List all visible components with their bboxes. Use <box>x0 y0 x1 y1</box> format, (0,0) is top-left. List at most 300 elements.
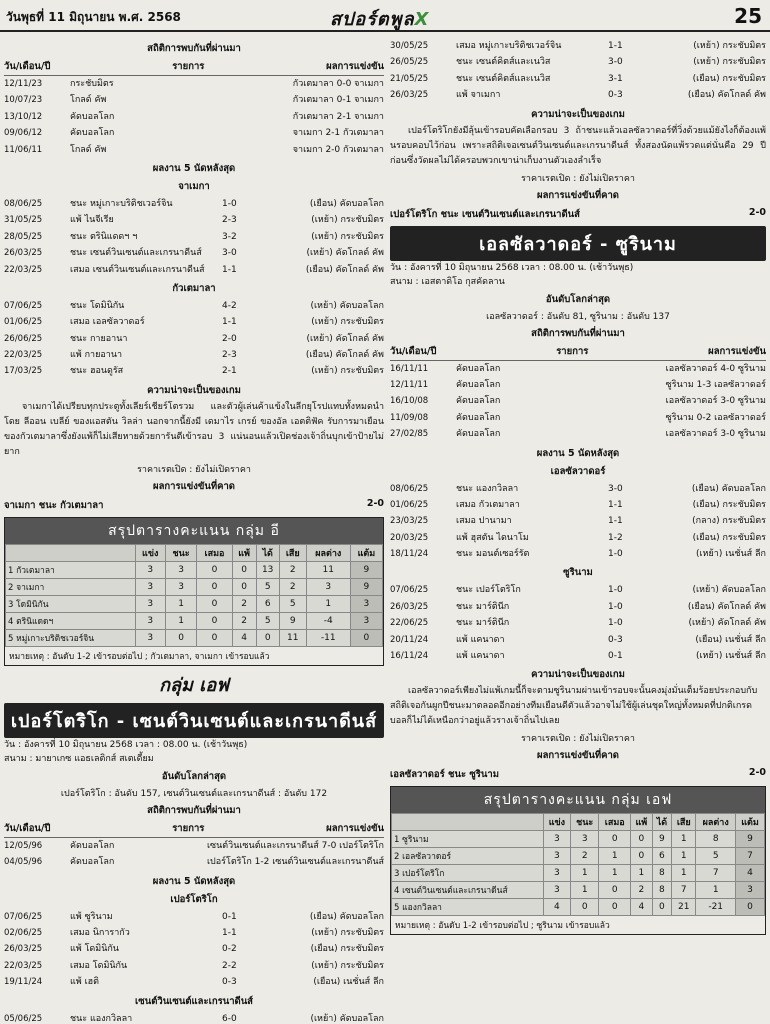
stat-cell: 1 <box>672 865 696 882</box>
match-opponent: ชนะ มอนต์เซอร์รัต <box>456 549 530 560</box>
match-venue-event: (เยือน) กระชับมิตร <box>692 532 766 543</box>
match-score: 0-3 <box>222 977 237 988</box>
stat-cell: 0 <box>232 561 256 578</box>
match-event: กระชับมิตร <box>70 79 114 89</box>
match-result: ซูรินาม 0-2 เอลซัลวาดอร์ <box>665 412 766 423</box>
team-name: เซนต์วินเซนต์และเกรนาดีนส์ <box>135 995 253 1007</box>
match-date: 26/03/25 <box>4 248 43 259</box>
stat-cell: 0 <box>232 578 256 595</box>
prediction-heading: ผลการแข่งขันที่คาด <box>153 480 235 492</box>
team-name: 3 เปอร์โตริโก <box>392 865 544 882</box>
h2h-heading: สถิติการพบกันที่ผ่านมา <box>147 43 241 54</box>
match-date: 16/11/11 <box>390 363 429 374</box>
match-event: คัดบอลโลก <box>456 379 501 390</box>
page-number: 25 <box>734 4 762 28</box>
match-date: 16/11/24 <box>390 651 429 662</box>
match-date: 07/06/25 <box>4 300 43 311</box>
match-venue-event: (เหย้า) เนชั่นส์ ลีก <box>695 549 766 560</box>
match-event: คัดบอลโลก <box>456 363 501 374</box>
match-venue-event: (เหย้า) กระชับมิตร <box>311 960 384 971</box>
match-venue-event: (เหย้า) คัดบอลโลก <box>310 300 384 311</box>
match-date: 26/03/25 <box>390 90 429 101</box>
prediction: จาเมกา ชนะ กัวเตมาลา 2-0 <box>4 497 384 511</box>
match-score: 0-1 <box>222 911 237 922</box>
match-date: 22/06/25 <box>390 618 429 629</box>
analysis-text: เอลซัลวาดอร์เพียงไม่แพ้เกมนี้ก็จะตามซูรินามผ่านเข้ารอบจะนั้นคงมุ่งมั่นเต็มร้อยประกอบกับสถิติเจอกันผูกปีชนะมาตลอดอีกอย่างทีมเยือนดีตัวแล้วอาจไม่ใช้ผู้เล่นชุดใหญ่ทั้งหมดที่ปกติเกรดบอลก็ไม่ได้เหนือกว่าอยู่แล้วรางเจ้าถิ่นไปเลย <box>390 686 758 727</box>
match-venue-event: (เยือน) เนชั่นส์ ลีก <box>313 977 384 988</box>
stat-cell: 1 <box>571 882 599 899</box>
table-row <box>4 958 384 974</box>
stat-cell: 8 <box>652 882 672 899</box>
match-opponent: เสมอ กัวเตมาลา <box>456 499 520 510</box>
stat-cell: 2 <box>279 578 306 595</box>
match-opponent: แพ้ แคนาดา <box>456 651 505 662</box>
analysis-heading: ความน่าจะเป็นของเกม <box>147 384 241 396</box>
match-time: วัน : อังคารที่ 10 มิถุนายน 2568 เวลา : 08.00 น. (เช้าวันพุธ) <box>4 739 248 750</box>
match-venue-event: (เหย้า) คัดบอลโลก <box>310 1013 384 1024</box>
stat-cell: 9 <box>350 578 382 595</box>
match-venue-event: (เหย้า) กระชับมิตร <box>311 928 384 939</box>
match-opponent: ชนะ แองกวิลลา <box>456 483 519 494</box>
match-score: 1-1 <box>222 317 237 328</box>
match-score: 1-2 <box>608 532 623 543</box>
last5-heading: ผลงาน 5 นัดหลังสุด <box>536 447 620 459</box>
match-venue-event: (เหย้า) กระชับมิตร <box>311 317 384 328</box>
match-score: 3-0 <box>222 248 237 259</box>
table-row <box>4 941 384 957</box>
table-row <box>4 314 384 330</box>
table-row <box>4 212 384 228</box>
stat-cell: 8 <box>652 865 672 882</box>
match-venue: สนาม : เอสตาดิโอ กุสคัดลาน <box>390 276 505 287</box>
match-opponent: เสมอ นิการากัว <box>70 928 130 939</box>
match-event: คัดบอลโลก <box>456 396 501 407</box>
match-venue-event: (เหย้า) เนชั่นส์ ลีก <box>695 651 766 662</box>
match-opponent: ชนะ เซนต์วินเซนต์และเกรนาดีนส์ <box>70 248 202 259</box>
stat-cell: 3 <box>350 612 382 629</box>
match-venue-event: (เหย้า) กระชับมิตร <box>311 231 384 242</box>
match-result: ซูรินาม 1-3 เอลซัลวาดอร์ <box>665 379 766 390</box>
h2h-table-header: วัน/เดือน/ปี รายการ ผลการแข่งขัน <box>4 820 384 838</box>
match-venue: สนาม : มายาเกซ แอธเลติกส์ สเตเดี้ยม <box>4 753 154 764</box>
match-venue-event: (เยือน) เนชั่นส์ ลีก <box>695 634 766 645</box>
page-header <box>0 0 770 32</box>
match-score: 4-2 <box>222 300 237 311</box>
ranking-text: เอลซัลวาดอร์ : อันดับ 81, ซูรินาม : อันดับ 137 <box>486 311 670 322</box>
table-row <box>390 377 766 393</box>
match-date: 26/03/25 <box>390 601 429 612</box>
stat-cell: 3 <box>543 831 570 848</box>
standings-row <box>392 865 765 882</box>
stat-cell: 8 <box>696 831 736 848</box>
stat-cell: 1 <box>599 865 631 882</box>
stat-cell: 0 <box>197 561 232 578</box>
stat-cell: 7 <box>672 882 696 899</box>
table-row <box>4 347 384 363</box>
match-date: 10/07/23 <box>4 95 43 106</box>
match-venue-event: (เหย้า) กระชับมิตร <box>311 366 384 377</box>
team-name: 2 เอลซัลวาดอร์ <box>392 848 544 865</box>
match-date: 11/09/08 <box>390 412 429 423</box>
form-table <box>4 298 384 380</box>
standings-title: สรุปตารางคะแนน กลุ่ม เอฟ <box>391 787 765 813</box>
match-opponent: ชนะ โดมินิกัน <box>70 300 125 311</box>
match-date: 17/03/25 <box>4 366 43 377</box>
match-result: จาเมกา 2-1 กัวเตมาลา <box>292 128 384 139</box>
stat-cell: 1 <box>165 595 196 612</box>
team-name: 3 โดมินิกัน <box>6 595 136 612</box>
match-score: 2-3 <box>222 215 237 226</box>
match-result: เอลซัลวาดอร์ 4-0 ซูรินาม <box>665 363 766 374</box>
match-opponent: เสมอ เซนต์วินเซนต์และเกรนาดีนส์ <box>70 264 205 275</box>
standings-row <box>6 595 383 612</box>
match-date: 19/11/24 <box>4 977 43 988</box>
match-event: คัดบอลโลก <box>70 111 115 122</box>
match-venue-event: (เหย้า) คัดโกลด์ คัพ <box>306 333 384 344</box>
stat-cell: -4 <box>306 612 350 629</box>
table-row <box>4 125 384 141</box>
standings-row <box>6 561 383 578</box>
stat-cell: 1 <box>672 831 696 848</box>
match-date: 18/11/24 <box>390 549 429 560</box>
match-venue-event: (กลาง) กระชับมิตร <box>692 516 766 527</box>
standings-row <box>6 629 383 646</box>
stat-cell: 2 <box>631 882 652 899</box>
table-row <box>390 546 766 562</box>
match-result: เปอร์โตริโก 1-2 เซนต์วินเซนต์และเกรนาดีนส์ <box>206 857 384 868</box>
match-opponent: ชนะ มาร์ตินีก <box>456 601 510 612</box>
match-date: 22/03/25 <box>4 264 43 275</box>
match-opponent: แพ้ ซูรินาม <box>70 911 113 922</box>
match-opponent: ชนะ ฮอนดูรัส <box>70 366 124 377</box>
match-opponent: เสมอ หมู่เกาะบริติชเวอร์จิน <box>456 41 562 51</box>
table-row <box>390 497 766 513</box>
table-row <box>4 142 384 158</box>
stat-cell: 21 <box>672 899 696 916</box>
match-event: โกลด์ คัพ <box>70 144 107 155</box>
match-venue-event: (เยือน) กระชับมิตร <box>692 73 766 84</box>
table-row <box>390 393 766 409</box>
analysis-text: จาเมกาได้เปรียบทุกประตูทั้งเลียร์เชียร์โตรวม และตัวผู้เล่นค้าแข้งในลีกยุโรปแทบทั้งหมดนำโดย ลีออน เบลีย์ ของแอสตัน วิลล่า นอกจากนี้ยังมี เดมาไร เกรย์ ของอัล เอตติฟัค รับการมาเยือนของกัวเตมาลาซึ่งยังแพ้ก็ไม่เสียหายด้วยการันตีเข้ารอบ 3 แน่นอนแล้วเปิดช่องเจ้าถิ่นบุกเข้าป้ายไม่ยาก <box>4 401 384 457</box>
form-table <box>4 196 384 278</box>
match-date: 26/06/25 <box>4 333 43 344</box>
team-name: 5 หมู่เกาะบริติชเวอร์จิน <box>6 629 136 646</box>
match-date: 28/05/25 <box>4 231 43 242</box>
match-date: 12/05/96 <box>4 840 43 851</box>
team-name: เปอร์โตริโก <box>170 893 218 905</box>
table-row <box>4 925 384 941</box>
analysis-heading: ความน่าจะเป็นของเกม <box>531 108 625 120</box>
match-venue-event: (เหย้า) คัดโกลด์ คัพ <box>688 618 766 629</box>
stat-cell: 5 <box>256 578 279 595</box>
table-row <box>390 632 766 648</box>
prediction: เอลซัลวาดอร์ ชนะ ซูรินาม 2-0 <box>390 767 766 781</box>
stat-cell: 0 <box>197 595 232 612</box>
match-date: 22/03/25 <box>4 960 43 971</box>
stat-cell: 9 <box>279 612 306 629</box>
match-score: 1-1 <box>608 516 623 527</box>
match-score: 3-0 <box>608 57 623 68</box>
stat-cell: 3 <box>543 848 570 865</box>
h2h-heading: สถิติการพบกันที่ผ่านมา <box>147 804 241 816</box>
match-result: เอลซัลวาดอร์ 3-0 ซูรินาม <box>665 396 766 407</box>
match-opponent: ชนะ ตรินิแดดฯ ฯ <box>70 231 138 242</box>
match-venue-event: (เยือน) กระชับมิตร <box>692 499 766 510</box>
match-score: 2-1 <box>222 366 237 377</box>
match-venue-event: (เยือน) คัดโกลด์ คัพ <box>305 350 384 361</box>
table-row <box>390 615 766 631</box>
stat-cell: 5 <box>279 595 306 612</box>
stat-cell: 0 <box>197 629 232 646</box>
stat-cell: 3 <box>306 578 350 595</box>
match-score: 0-2 <box>222 944 237 955</box>
stat-cell: 3 <box>165 578 196 595</box>
match-event: โกลด์ คัพ <box>70 95 107 106</box>
match-date: 21/05/25 <box>390 73 429 84</box>
match-score: 1-1 <box>222 264 237 275</box>
team-name: 1 ซูรินาม <box>392 831 544 848</box>
table-row <box>4 331 384 347</box>
table-row <box>4 196 384 212</box>
match-date: 22/03/25 <box>4 350 43 361</box>
match-opponent: แพ้ กายอานา <box>70 350 123 361</box>
stat-cell: 7 <box>736 848 765 865</box>
stat-cell: 9 <box>350 561 382 578</box>
match-venue-event: (เหย้า) กระชับมิตร <box>311 215 384 226</box>
match-score: 1-1 <box>222 928 237 939</box>
match-score: 1-1 <box>608 41 623 51</box>
table-row <box>390 87 766 103</box>
standings-row <box>392 848 765 865</box>
opening-odds: ราคาเรตเปิด : ยังไม่เปิดราคา <box>521 173 635 184</box>
group-title: กลุ่ม เอฟ <box>159 674 229 696</box>
table-row <box>390 71 766 87</box>
table-row <box>390 410 766 426</box>
opening-odds: ราคาเรตเปิด : ยังไม่เปิดราคา <box>137 464 251 475</box>
match-date: 04/05/96 <box>4 857 43 868</box>
match-date: 01/06/25 <box>4 317 43 328</box>
match-date: 13/10/12 <box>4 111 43 122</box>
stat-cell: 3 <box>135 629 165 646</box>
stat-cell: 0 <box>599 882 631 899</box>
match-score: 2-2 <box>222 960 237 971</box>
stat-cell: 3 <box>543 865 570 882</box>
match-result: เซนต์วินเซนต์และเกรนาดีนส์ 7-0 เปอร์โตริโก <box>206 840 384 851</box>
last5-heading: ผลงาน 5 นัดหลังสุด <box>152 875 236 887</box>
match-score: 0-3 <box>608 90 623 101</box>
stat-cell: 2 <box>279 561 306 578</box>
right-column <box>390 38 766 935</box>
match-score: 1-0 <box>608 618 623 629</box>
match-opponent: แพ้ จาเมกา <box>456 90 501 101</box>
standings-row <box>392 882 765 899</box>
stat-cell: 0 <box>256 629 279 646</box>
stat-cell: 3 <box>736 882 765 899</box>
match-venue-event: (เยือน) คัดโกลด์ คัพ <box>305 264 384 275</box>
h2h-table <box>390 361 766 443</box>
stat-cell: 9 <box>652 831 672 848</box>
stat-cell: 3 <box>165 561 196 578</box>
match-opponent: ชนะ เซนต์คิตส์และเนวิส <box>456 57 551 68</box>
stat-cell: 0 <box>631 831 652 848</box>
last5-heading: ผลงาน 5 นัดหลังสุด <box>152 162 236 174</box>
stat-cell: 3 <box>135 561 165 578</box>
stat-cell: 1 <box>631 865 652 882</box>
table-row <box>390 582 766 598</box>
analysis-text: เปอร์โตริโกยังมีลุ้นเข้ารอบคัดเลือกรอบ 3 ถ้าชนะแล้วเอลซัลวาดอร์ที่วิ่งด้วยแม้ยังไงก็ต้องแพ้นรอบคอบไว้ก่อน เพราะสถิติเจอเซนต์วินเซนต์และเกรนาดีนส์ ทั้งสองนัดแพ้รวดแต่นั่นคือ 29 ปีก่อนซึ่งวัดผลไม่ได้ครอบพวกเขาน่าเก็บงานตัวเองลำเร็จ <box>390 125 766 166</box>
match-opponent: แพ้ เฮติ <box>70 977 100 988</box>
table-row <box>390 54 766 70</box>
team-name: 4 เซนต์วินเซนต์และเกรนาดีนส์ <box>392 882 544 899</box>
standings-note: หมายเหตุ : อันดับ 1-2 เข้ารอบต่อไป ; กัวเตมาลา, จาเมกา เข้ารอบแล้ว <box>5 647 383 665</box>
stat-cell: 1 <box>672 848 696 865</box>
stat-cell: 0 <box>165 629 196 646</box>
match-date: 30/05/25 <box>390 41 429 51</box>
match-date: 08/06/25 <box>4 198 43 209</box>
h2h-table <box>4 838 384 871</box>
stat-cell: 4 <box>232 629 256 646</box>
team-name: เอลซัลวาดอร์ <box>550 465 606 477</box>
match-result: เอลซัลวาดอร์ 3-0 ซูรินาม <box>665 429 766 440</box>
match-date: 07/06/25 <box>4 911 43 922</box>
stat-cell: 11 <box>306 561 350 578</box>
stat-cell: 11 <box>279 629 306 646</box>
match-opponent: ชนะ กายอานา <box>70 333 128 344</box>
opening-odds: ราคาเรตเปิด : ยังไม่เปิดราคา <box>521 734 635 745</box>
match-event: คัดบอลโลก <box>70 857 115 868</box>
analysis-heading: ความน่าจะเป็นของเกม <box>531 669 625 681</box>
match-time: วัน : อังคารที่ 10 มิถุนายน 2568 เวลา : 08.00 น. (เช้าวันพุธ) <box>390 262 634 273</box>
match-event: คัดบอลโลก <box>70 840 115 851</box>
match-banner: เปอร์โตริโก - เซนต์วินเซนต์และเกรนาดีนส์ <box>4 703 384 738</box>
stat-cell: 0 <box>197 612 232 629</box>
match-date: 02/06/25 <box>4 928 43 939</box>
match-date: 16/10/08 <box>390 396 429 407</box>
table-row <box>390 361 766 377</box>
form-table <box>4 1011 384 1024</box>
match-score: 0-3 <box>608 634 623 645</box>
match-score: 6-0 <box>222 1013 237 1024</box>
match-venue-event: (เหย้า) กระชับมิตร <box>693 41 766 51</box>
table-row <box>390 599 766 615</box>
stat-cell: 2 <box>571 848 599 865</box>
prediction-heading: ผลการแข่งขันที่คาด <box>537 189 619 201</box>
stat-cell: 5 <box>256 612 279 629</box>
match-date: 26/03/25 <box>4 944 43 955</box>
standings-row <box>6 612 383 629</box>
ranking-heading: อันดับโลกล่าสุด <box>545 293 611 305</box>
team-name: 5 แองกวิลลา <box>392 899 544 916</box>
table-row <box>4 854 384 870</box>
match-score: 1-1 <box>608 499 623 510</box>
stat-cell: 0 <box>631 848 652 865</box>
match-date: 08/06/25 <box>390 483 429 494</box>
stat-cell: 0 <box>652 899 672 916</box>
stat-cell: 4 <box>543 899 570 916</box>
team-name: ซูรินาม <box>563 567 593 579</box>
table-row <box>4 363 384 379</box>
table-row <box>4 838 384 854</box>
match-venue-event: (เยือน) คัดบอลโลก <box>309 198 384 209</box>
form-table <box>390 38 766 104</box>
match-date: 11/06/11 <box>4 144 43 155</box>
h2h-table-header: วัน/เดือน/ปี รายการ ผลการแข่งขัน <box>4 58 384 76</box>
stat-cell: 0 <box>599 899 631 916</box>
match-date: 20/11/24 <box>390 634 429 645</box>
match-event: คัดบอลโลก <box>456 412 501 423</box>
match-score: 1-0 <box>608 549 623 560</box>
match-date: 12/11/23 <box>4 79 43 89</box>
stat-cell: 4 <box>631 899 652 916</box>
table-row <box>4 76 384 92</box>
match-opponent: ชนะ แองกวิลลา <box>70 1013 133 1024</box>
table-row <box>4 262 384 278</box>
stat-cell: 3 <box>135 595 165 612</box>
stat-cell: 1 <box>571 865 599 882</box>
team-name: กัวเตมาลา <box>172 282 216 294</box>
form-table <box>4 909 384 991</box>
stat-cell: 6 <box>652 848 672 865</box>
match-score: 3-2 <box>222 231 237 242</box>
match-opponent: เสมอ เอลซัลวาดอร์ <box>70 317 145 328</box>
match-date: 23/03/25 <box>390 516 429 527</box>
stat-cell: 0 <box>350 629 382 646</box>
standings-group-f: สรุปตารางคะแนน กลุ่ม เอฟ แข่ง ชนะ เสมอ แพ้ ได้ เสีย ผลต่าง แต้ม 1 ซูรินาม 3 3 0 0 9 1 8 9 2 เอลซัลวาดอร์ 3 2 1 0 6 1 5 7 3 เปอร์โตริโก 3 1 1 1 8 1 7 4 4 เซนต์วินเซนต์และเกรนาดีนส์ 3 1 0 2 8 7 1 3 5 แองกวิลลา 4 0 0 4 0 21 -21 0 หมายเหตุ : อันดับ 1-2 เข้ารอบต่อไป ; ซูรินาม เข้ารอบแล้ว <box>390 786 766 935</box>
table-row <box>390 513 766 529</box>
match-date: 05/06/25 <box>4 1013 43 1024</box>
match-score: 1-0 <box>608 585 623 596</box>
table-row <box>390 481 766 497</box>
table-row <box>4 909 384 925</box>
match-score: 1-0 <box>222 198 237 209</box>
match-opponent: แพ้ ฮุสตัน ไดนาโม <box>456 532 529 543</box>
match-opponent: เสมอ โดมินิกัน <box>70 960 128 971</box>
match-date: 31/05/25 <box>4 215 43 226</box>
stat-cell: 7 <box>696 865 736 882</box>
stat-cell: 1 <box>696 882 736 899</box>
match-venue-event: (เหย้า) คัดโกลด์ คัพ <box>306 248 384 259</box>
table-row <box>390 530 766 546</box>
prediction-heading: ผลการแข่งขันที่คาด <box>537 750 619 762</box>
prediction: เปอร์โตริโก ชนะ เซนต์วินเซนต์และเกรนาดีนส์ 2-0 <box>390 206 766 220</box>
issue-date: วันพุธที่ 11 มิถุนายน พ.ศ. 2568 <box>6 10 181 24</box>
h2h-table-header: วัน/เดือน/ปี รายการ ผลการแข่งขัน <box>390 343 766 361</box>
match-venue-event: (เหย้า) คัดบอลโลก <box>692 585 766 596</box>
stat-cell: 4 <box>736 865 765 882</box>
table-row <box>4 92 384 108</box>
match-venue-event: (เหย้า) กระชับมิตร <box>693 57 766 68</box>
stat-cell: 3 <box>350 595 382 612</box>
team-name: 4 ตรินิแดดฯ <box>6 612 136 629</box>
standings-note: หมายเหตุ : อันดับ 1-2 เข้ารอบต่อไป ; ซูรินาม เข้ารอบแล้ว <box>391 916 765 934</box>
stat-cell: 0 <box>571 899 599 916</box>
table-row <box>4 974 384 990</box>
stat-cell: 13 <box>256 561 279 578</box>
team-name: 1 กัวเตมาลา <box>6 561 136 578</box>
match-score: 3-0 <box>608 483 623 494</box>
stat-cell: 9 <box>736 831 765 848</box>
table-row <box>4 245 384 261</box>
match-opponent: แพ้ ไนจีเรีย <box>70 215 114 226</box>
match-banner: เอลซัลวาดอร์ - ซูรินาม <box>390 226 766 261</box>
match-opponent: ชนะ หมู่เกาะบริติชเวอร์จิน <box>70 198 173 209</box>
stat-cell: -11 <box>306 629 350 646</box>
stat-cell: -21 <box>696 899 736 916</box>
match-result: กัวเตมาลา 2-1 จาเมกา <box>292 111 384 122</box>
h2h-heading: สถิติการพบกันที่ผ่านมา <box>531 327 625 339</box>
table-row <box>4 298 384 314</box>
ranking-text: เปอร์โตริโก : อันดับ 157, เซนต์วินเซนต์และเกรนาดีนส์ : อันดับ 172 <box>60 788 328 799</box>
